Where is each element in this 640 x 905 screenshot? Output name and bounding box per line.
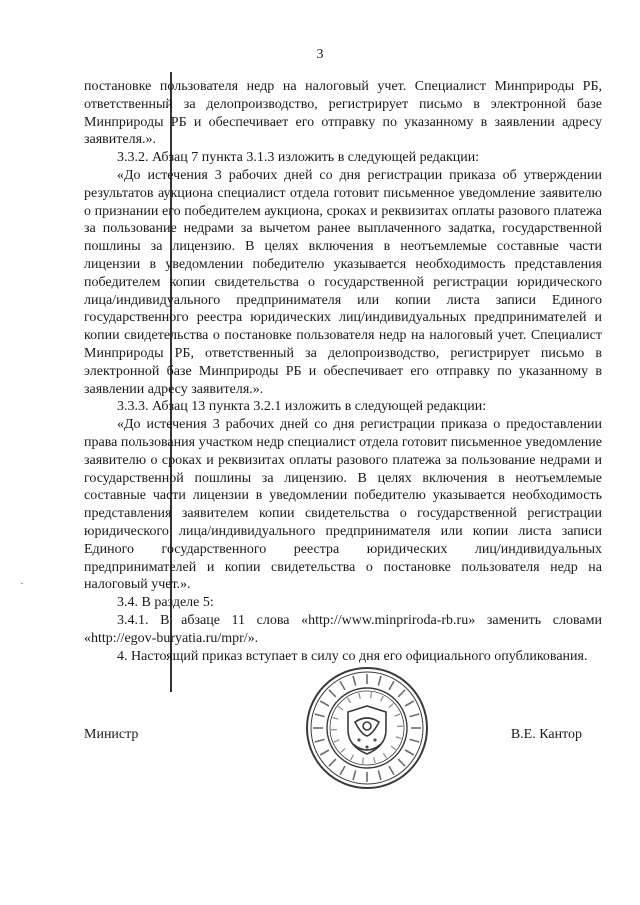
signer-position: Министр xyxy=(84,727,139,742)
document-body xyxy=(84,78,602,665)
paragraph: постановке пользователя недр на налоговый учет. Специалист Минприроды РБ, ответственный за делопроизводство, регистрирует письмо в электронной базе Минприроды РБ и обеспечивает его отправку по указанному в заявлении адресу заявителя.». xyxy=(84,79,602,148)
paragraph: 3.4. В разделе 5: xyxy=(117,595,214,611)
paragraph: 3.4.1. В абзаце 11 слова «http://www.minpriroda-rb.ru» заменить словами «http://egov-buryatia.ru/mpr/». xyxy=(84,612,602,646)
signer-name: В.Е. Кантор xyxy=(510,727,582,742)
paragraph: 4. Настоящий приказ вступает в силу со дня его официального опубликования. xyxy=(117,648,588,664)
margin-mark: · xyxy=(20,578,24,590)
paragraph: «До истечения 3 рабочих дней со дня регистрации приказа об утверждении результатов аукциона специалист отдела готовит письменное уведомление заявителю о признании его победителем аукциона, сроках и реквизитах оплаты разового платежа за пользование недрами за вычетом ранее выплаченного задатка, государственной пошлины за лицензию. В целях включения в неотъемлемые составные части лицензии в уведомлении победителю указывается необходимость представления победителем копии свидетельства о государственной регистрации юридического лица/индивидуального предпринимателя или копии листа записи Единого государственного реестра юридических лиц/индивидуальных предпринимателей и копии свидетельства о постановке пользователя недр на налоговый учет. Специалист Минприроды РБ, ответственный за делопроизводство, регистрирует письмо в электронной базе Минприроды РБ и обеспечивает его отправку по указанному в заявлении адресу заявителя.». xyxy=(84,167,602,397)
page-number: 3 xyxy=(316,47,324,62)
official-seal-icon xyxy=(303,664,431,792)
paragraph: «До истечения 3 рабочих дней со дня регистрации приказа о предоставлении права пользования участком недр специалист отдела готовит письменное уведомление заявителю о сроках и реквизитах оплаты разового платежа за пользование недрами и государственной пошлины за лицензию. В целях включения в неотъемлемые составные части лицензии в уведомлении победителю указывается необходимость представления заявителем копии свидетельства о государственной регистрации юридического лица/индивидуального предпринимателя или копии листа записи Единого государственного реестра юридических лиц/индивидуальных предпринимателей и копии свидетельства о постановке пользователя недр на налоговый учет.». xyxy=(84,417,602,593)
paragraph: 3.3.3. Абзац 13 пункта 3.2.1 изложить в следующей редакции: xyxy=(117,399,487,415)
paragraph: 3.3.2. Абзац 7 пункта 3.1.3 изложить в следующей редакции: xyxy=(117,150,480,166)
